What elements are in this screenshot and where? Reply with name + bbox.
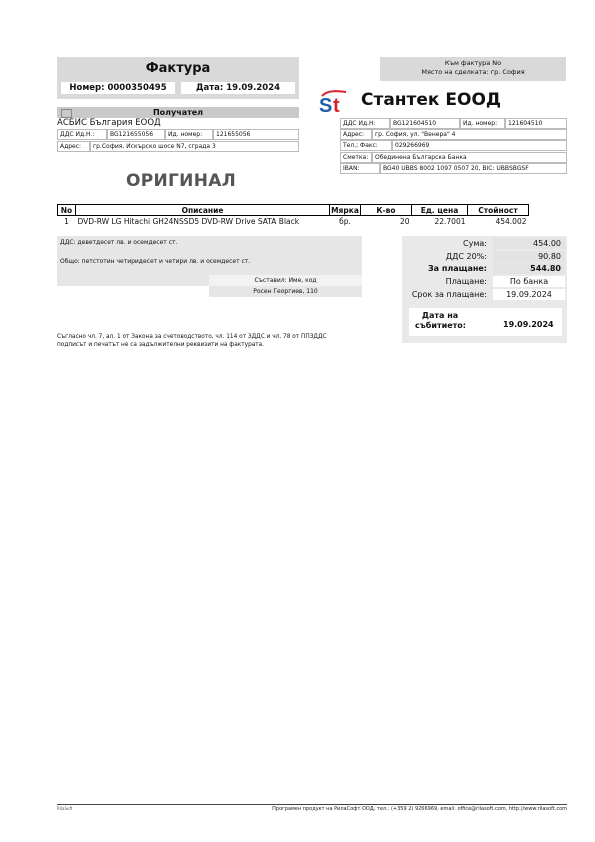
supplier-id-label: Ид. номер: (460, 118, 505, 129)
composer-name: Росен Георгиев, 110 (209, 286, 362, 297)
svg-text:S: S (319, 95, 333, 114)
vat-value: 90.80 (493, 251, 565, 262)
vat-in-words: ДДС: деветдесет лв. и осемдесет ст. (60, 239, 178, 246)
cell-amount: 454.002 (495, 216, 527, 226)
supplier-vat-label: ДДС Ид.Н: (340, 118, 390, 129)
supplier-phone-label: Тел.; Факс: (340, 140, 392, 151)
supplier-address-label: Адрес: (340, 129, 372, 140)
cell-unit-price: 22.7001 (434, 216, 466, 226)
col-header-no: No (58, 205, 76, 216)
table-header-row (58, 205, 529, 216)
supplier-logo (318, 88, 358, 114)
supplier-id: 121604510 (505, 118, 567, 129)
sum-value: 454.00 (493, 238, 565, 249)
totals-vat-row (402, 251, 567, 262)
method-value: По банка (493, 276, 565, 287)
supplier-name: Стантек ЕООД (361, 90, 502, 110)
recipient-vat: BG121655056 (107, 129, 165, 140)
method-label: Плащане: (445, 277, 487, 286)
recipient-address: гр.София, Искърско шосе N7, сграда 3 (90, 141, 299, 152)
recipient-address-label: Адрес: (57, 141, 90, 152)
cell-unit: бр. (339, 216, 351, 226)
col-header-amount: Стойност (468, 205, 529, 216)
cell-description: DVD-RW LG Hitachi GH24NSSD5 DVD-RW Drive SATA Black (77, 216, 300, 226)
event-date-value: 19.09.2024 (503, 320, 554, 329)
invoice-number: Номер: 0000350495 (61, 82, 175, 94)
col-header-unit-price: Ед. цена (412, 205, 468, 216)
sum-label: Сума: (463, 239, 487, 248)
recipient-name: АСБИС България ЕООД (57, 118, 161, 128)
invoice-title-box (57, 57, 299, 99)
invoice-title: Фактура (145, 61, 211, 76)
total-in-words: Общо: петстотин четиридесет и четири лв. и осемдесет ст. (60, 258, 251, 265)
pay-value: 544.80 (493, 263, 565, 274)
pay-label: За плащане: (427, 264, 487, 273)
due-value: 19.09.2024 (493, 289, 565, 300)
cell-no: 1 (64, 216, 69, 226)
supplier-iban: BG40 UBBS 8002 1097 0507 20, BIC: UBBSBGSF (380, 163, 567, 174)
composer-label: Съставил: Име, код (209, 275, 362, 286)
supplier-phone: 029266969 (392, 140, 567, 151)
supplier-iban-label: IBAN: (340, 163, 380, 174)
recipient-id-label: Ид. номер: (165, 129, 213, 140)
footer-divider (57, 804, 567, 805)
totals-sum-row (402, 238, 567, 249)
recipient-header-label: Получател (152, 108, 204, 117)
supplier-account-label: Сметка: (340, 152, 372, 163)
footer-text: Програмен продукт на РилаСофт ООД, тел.: (+359 2) 9266969, email: office@rilasoft.com, http://www.rilasoft.com (272, 806, 567, 812)
invoice-date: Дата: 19.09.2024 (181, 82, 295, 94)
recipient-vat-label: ДДС Ид.Н.: (57, 129, 107, 140)
totals-due-row (402, 289, 567, 300)
vat-label: ДДС 20%: (445, 252, 487, 261)
footer-logo: RilaSoft (57, 806, 73, 811)
original-label: ОРИГИНАЛ (126, 171, 237, 191)
totals-method-row (402, 276, 567, 287)
supplier-address: гр. София, ул. "Венера" 4 (372, 129, 567, 140)
recipient-card-icon (61, 109, 72, 118)
supplier-vat: BG121604510 (390, 118, 460, 129)
totals-box (402, 236, 567, 343)
event-date-box (409, 308, 562, 336)
table-row (58, 216, 529, 227)
recipient-header (57, 107, 299, 118)
col-header-unit: Мярка (331, 205, 359, 215)
col-header-description: Описание (76, 205, 330, 216)
totals-pay-row (402, 263, 567, 274)
svg-text:t: t (333, 95, 340, 114)
reference-box (380, 57, 566, 81)
event-date-label: Дата на събитието: (415, 311, 466, 330)
col-header-qty: К-во (361, 205, 412, 216)
due-label: Срок за плащане: (411, 290, 487, 299)
legal-note: Съгласно чл. 7, ал. 1 от Закона за счетоводството, чл. 114 от ЗДДС и чл. 78 от ППЗДДС подписът и печатът не са задължителни реквизити на фактурата. (57, 334, 327, 348)
supplier-account: Обединена Българска Банка (372, 152, 567, 163)
reference-invoice-label: Към фактура No (444, 59, 502, 67)
deal-place: Място на сделката: гр. София (421, 68, 525, 76)
cell-qty: 20 (399, 216, 410, 226)
recipient-id: 121655056 (213, 129, 299, 140)
items-table (57, 204, 529, 226)
